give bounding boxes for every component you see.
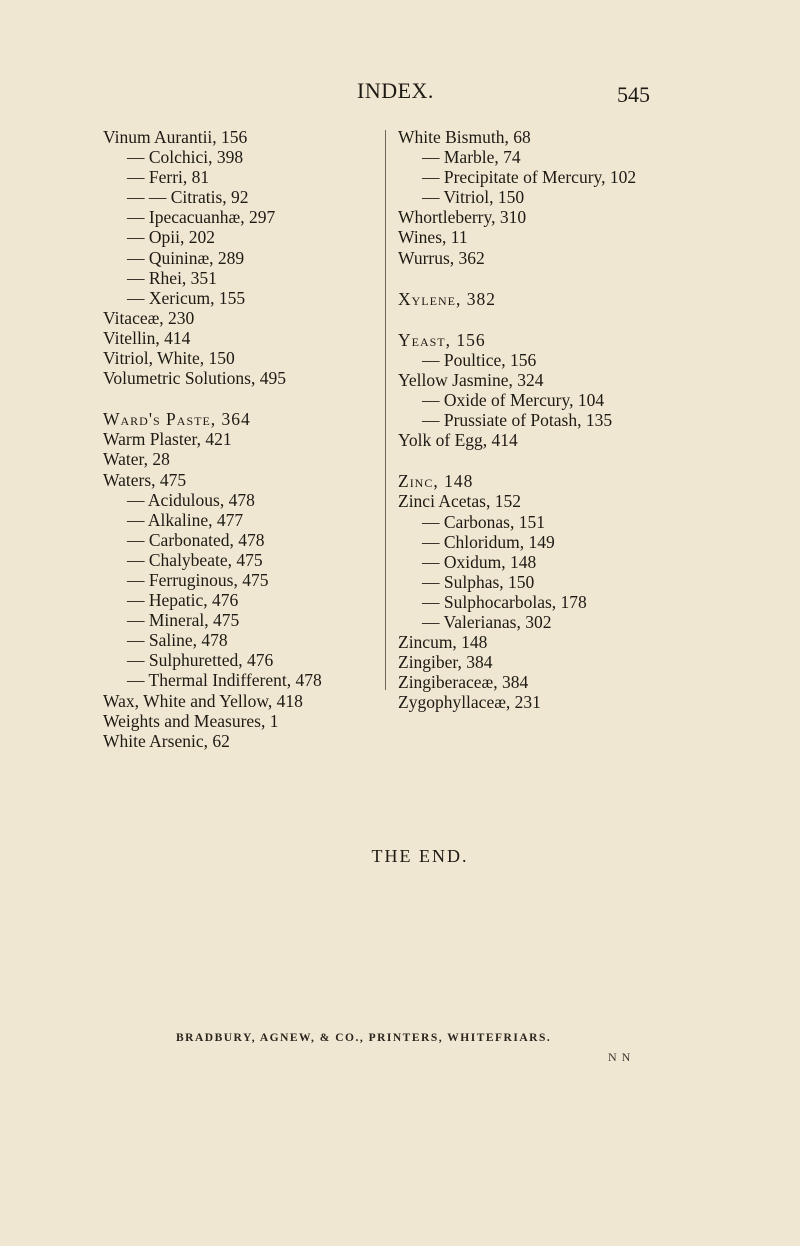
index-entry: — Valerianas, 302	[422, 611, 552, 632]
index-entry: Zincum, 148	[398, 632, 488, 653]
index-entry: Wurrus, 362	[398, 247, 485, 268]
index-entry: Zingiber, 384	[398, 652, 493, 673]
signature-mark: N N	[608, 1050, 632, 1064]
section-gap	[103, 388, 383, 409]
index-entry: — — Citratis, 92	[127, 187, 249, 208]
index-entry: Yeast, 156	[398, 329, 486, 350]
index-entry: Vitaceæ, 230	[103, 307, 195, 328]
index-entry: Whortleberry, 310	[398, 207, 527, 228]
section-gap	[398, 450, 708, 471]
index-entry: Vinum Aurantii, 156	[103, 127, 248, 147]
index-entry: — Vitriol, 150	[422, 187, 525, 208]
index-entry: Xylene, 382	[398, 288, 496, 309]
index-entry: Waters, 475	[103, 469, 187, 490]
index-entry: Water, 28	[103, 449, 170, 470]
index-entry: — Sulphas, 150	[422, 571, 535, 592]
page-header	[0, 78, 800, 108]
index-entry: — Ipecacuanhæ, 297	[127, 207, 276, 228]
index-entry: Vitellin, 414	[103, 327, 191, 348]
index-entry: — Prussiate of Potash, 135	[422, 410, 613, 431]
index-entry: — Oxide of Mercury, 104	[422, 390, 605, 411]
index-entry: White Bismuth, 68	[398, 127, 531, 147]
index-entry: — Opii, 202	[127, 227, 215, 248]
index-entry: Volumetric Solutions, 495	[103, 368, 286, 389]
index-entry: — Hepatic, 476	[127, 590, 239, 611]
index-entry: — Saline, 478	[127, 630, 228, 651]
section-gap	[398, 309, 708, 330]
index-column-right	[398, 127, 708, 712]
section-gap	[398, 268, 708, 289]
index-entry: Weights and Measures, 1	[103, 710, 279, 731]
index-entry: — Chalybeate, 475	[127, 549, 263, 570]
index-entry: — Ferri, 81	[127, 167, 210, 188]
index-entry: White Arsenic, 62	[103, 730, 230, 751]
index-entry: Ward's Paste, 364	[103, 409, 251, 430]
index-entry: — Thermal Indifferent, 478	[127, 670, 322, 691]
index-entry: Yolk of Egg, 414	[398, 430, 518, 451]
page-number: 545	[617, 82, 650, 107]
index-entry: — Chloridum, 149	[422, 531, 555, 552]
index-entry: Zygophyllaceæ, 231	[398, 692, 541, 713]
index-entry: — Carbonated, 478	[127, 529, 265, 550]
index-entry: — Poultice, 156	[422, 349, 537, 370]
index-entry: — Alkaline, 477	[127, 509, 244, 530]
index-entry: — Oxidum, 148	[422, 551, 537, 572]
column-divider	[385, 130, 386, 690]
index-entry: — Mineral, 475	[127, 610, 240, 631]
index-entry: Warm Plaster, 421	[103, 429, 232, 450]
index-entry: — Carbonas, 151	[422, 511, 545, 532]
index-entry: — Rhei, 351	[127, 267, 217, 288]
index-entry: — Sulphocarbolas, 178	[422, 591, 587, 612]
index-entry: Wax, White and Yellow, 418	[103, 690, 303, 711]
index-entry: Yellow Jasmine, 324	[398, 369, 544, 390]
page-title: INDEX.	[357, 78, 434, 103]
index-entry: — Colchici, 398	[127, 147, 244, 168]
index-entry: — Quininæ, 289	[127, 247, 245, 268]
printer-imprint: BRADBURY, AGNEW, & CO., PRINTERS, WHITEFRIARS.	[176, 1032, 552, 1044]
index-entry: — Acidulous, 478	[127, 489, 255, 510]
index-column-left	[103, 127, 383, 751]
index-entry: — Precipitate of Mercury, 102	[422, 167, 637, 188]
index-entry: — Xericum, 155	[127, 287, 246, 308]
index-entry: Zinc, 148	[398, 471, 474, 492]
end-text: THE END.	[371, 846, 469, 866]
index-entry: — Sulphuretted, 476	[127, 650, 274, 671]
index-entry: Vitriol, White, 150	[103, 348, 235, 369]
index-entry: — Marble, 74	[422, 147, 521, 168]
index-entry: — Ferruginous, 475	[127, 569, 269, 590]
index-entry: Zingiberaceæ, 384	[398, 672, 529, 693]
index-entry: Zinci Acetas, 152	[398, 491, 521, 512]
index-entry: Wines, 11	[398, 227, 468, 248]
